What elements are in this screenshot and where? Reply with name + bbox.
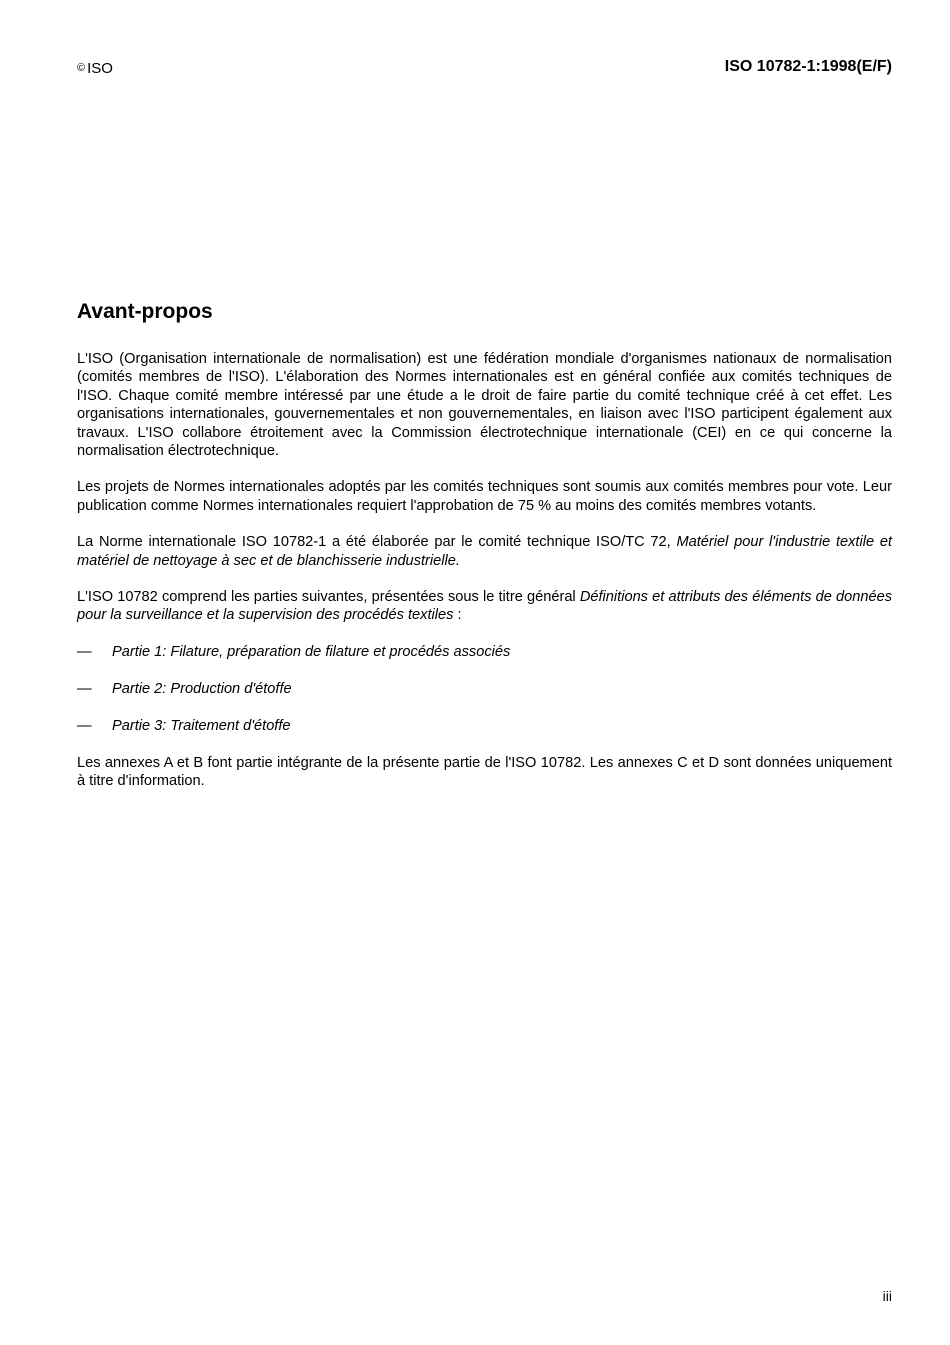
committee-title: Matériel pour l'industrie textile et matériel de nettoyage à sec et de blanchisserie industrielle. bbox=[77, 534, 892, 569]
standard-id: ISO 10782-1:1998(E/F) bbox=[724, 58, 892, 75]
parties-intro-end: : bbox=[453, 607, 462, 624]
paragraph-organisation: L'ISO (Organisation internationale de normalisation) est une fédération mondiale d'organismes nationaux de normalisation (comités membres de l'ISO). L'élaboration des Normes internationales est en général confiée aux comités techniques de l'ISO. Chaque comité membre intéressé par une étude a le droit de faire partie du comité technique créé à cet effet. Les organisations internationales, gouvernementales et non gouvernementales, en liaison avec l'ISO participent également aux travaux. L'ISO collabore étroitement avec la Commission électrotechnique internationale (CEI) en ce qui concerne la normalisation électrotechnique. bbox=[77, 351, 892, 460]
dash-bullet: — bbox=[77, 643, 92, 660]
part-label: Partie 2: Production d'étoffe bbox=[112, 680, 292, 697]
dash-bullet: — bbox=[77, 717, 92, 734]
document-body bbox=[77, 350, 892, 790]
list-item-part-3 bbox=[77, 717, 892, 735]
list-item-part-2 bbox=[77, 680, 892, 698]
part-label: Partie 3: Traitement d'étoffe bbox=[112, 717, 291, 734]
copyright-symbol: © bbox=[77, 62, 86, 74]
list-item-part-1 bbox=[77, 643, 892, 661]
paragraph-elaboration bbox=[77, 533, 892, 570]
paragraph-projets: Les projets de Normes internationales adoptés par les comités techniques sont soumis aux comités membres pour vote. Leur publication comme Normes internationales requiert l'approbation de 75 % au moins des comités membres votants. bbox=[77, 479, 892, 514]
paragraph-parties bbox=[77, 588, 892, 625]
page-title: Avant-propos bbox=[77, 300, 213, 323]
header-copyright bbox=[77, 59, 113, 78]
parties-intro-text: L'ISO 10782 comprend les parties suivantes, présentées sous le titre général bbox=[77, 589, 580, 606]
dash-bullet: — bbox=[77, 680, 92, 697]
copyright-text: ISO bbox=[87, 60, 113, 77]
page-number: iii bbox=[882, 1288, 892, 1304]
general-title: Définitions et attributs des éléments de données pour la surveillance et la supervision des procédés textiles bbox=[77, 589, 892, 624]
part-label: Partie 1: Filature, préparation de filature et procédés associés bbox=[112, 643, 511, 660]
elaboration-text: La Norme internationale ISO 10782-1 a été élaborée par le comité technique ISO/TC 72, bbox=[77, 534, 677, 551]
paragraph-annexes: Les annexes A et B font partie intégrante de la présente partie de l'ISO 10782. Les annexes C et D sont données uniquement à titre d'information. bbox=[77, 754, 892, 789]
